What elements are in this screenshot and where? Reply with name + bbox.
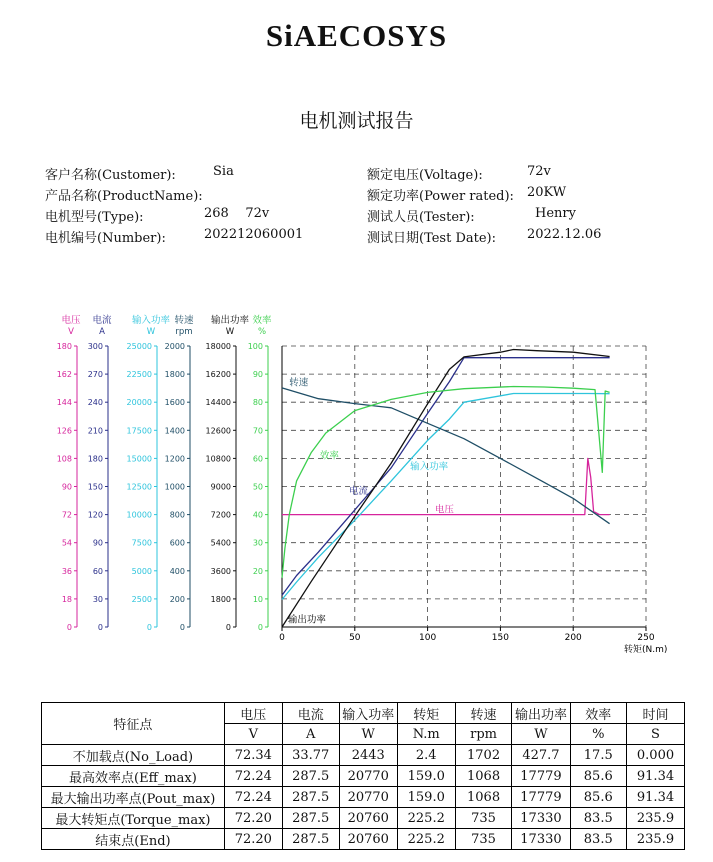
y-tick-label: 100 [247,342,263,351]
y-tick-label: 12600 [205,426,231,436]
y-tick-label: 72 [61,510,72,520]
table-cell: 72.20 [224,829,282,850]
y-tick-label: 1400 [164,426,185,436]
y-tick-label: 1600 [164,398,185,408]
column-header: 转速 [455,703,512,724]
column-header: 时间 [627,703,685,724]
table-cell: 20770 [339,766,397,787]
table-cell: 225.2 [397,808,455,829]
y-tick-label: 7500 [131,538,152,548]
column-unit: W [339,724,397,745]
table-cell: 85.6 [570,787,627,808]
y-tick-label: 16200 [205,370,231,380]
table-cell: 72.34 [224,745,282,766]
y-tick-label: 1800 [210,594,231,604]
row-label: 最大输出功率点(Pout_max) [42,787,225,808]
y-tick-label: 36 [61,566,72,576]
y-tick-label: 200 [169,594,185,604]
table-cell: 159.0 [397,787,455,808]
y-tick-label: 1800 [164,370,185,380]
y-tick-label: 240 [87,398,103,408]
y-tick-label: 14400 [205,398,231,408]
brand-logo: SiAECOSYS [265,18,448,53]
y-axis-name: 效率 [252,315,272,326]
column-header: 效率 [570,703,627,724]
voltage-label: 额定电压(Voltage): [367,168,483,183]
y-tick-label: 60 [252,454,263,464]
y-tick-label: 0 [146,623,152,632]
report-title: 电机测试报告 [299,110,414,132]
column-header: 输出功率 [512,703,570,724]
table-cell: 72.24 [224,766,282,787]
table-cell: 91.34 [627,787,685,808]
y-tick-label: 300 [87,342,103,351]
y-tick-label: 90 [61,482,72,492]
y-tick-label: 9000 [210,482,231,492]
tester-value: Henry [535,206,576,221]
x-tick-label: 0 [279,633,285,643]
series-label: 电压 [434,504,454,516]
y-axis-unit: W [225,327,235,337]
y-tick-label: 180 [56,342,72,351]
column-unit: V [224,724,282,745]
y-tick-label: 800 [169,510,185,520]
y-tick-label: 40 [252,510,263,520]
y-tick-label: 60 [92,566,103,576]
x-tick-label: 150 [491,633,509,643]
row-label: 最大转矩点(Torque_max) [42,808,225,829]
column-unit: S [627,724,685,745]
x-tick-label: 50 [349,633,361,643]
x-tick-label: 250 [637,633,655,643]
table-cell: 20770 [339,787,397,808]
y-axis-unit: V [68,327,74,337]
date-value: 2022.12.06 [527,227,602,242]
table-row [42,808,685,829]
y-tick-label: 0 [179,623,185,632]
y-axis-unit: % [257,327,267,337]
y-tick-label: 0 [97,623,103,632]
characteristic-table [41,702,685,850]
table-cell: 72.24 [224,787,282,808]
table-row [42,766,685,787]
y-tick-label: 0 [66,623,72,632]
table-cell: 17330 [512,829,570,850]
column-header: 转矩 [397,703,455,724]
table-cell: 427.7 [512,745,570,766]
table-cell: 17.5 [570,745,627,766]
type-value: 268 72v [204,206,270,221]
y-tick-label: 7200 [210,510,231,520]
row-label: 不加载点(No_Load) [42,745,225,766]
y-tick-label: 54 [61,538,72,548]
row-label: 最高效率点(Eff_max) [42,766,225,787]
group-header: 特征点 [42,703,225,745]
column-header: 电流 [282,703,339,724]
y-tick-label: 15000 [126,454,152,464]
y-axis-unit: rpm [175,327,193,337]
y-tick-label: 120 [87,510,103,520]
y-tick-label: 2500 [131,594,152,604]
column-unit: % [570,724,627,745]
y-tick-label: 400 [169,566,185,576]
table-cell: 0.000 [627,745,685,766]
y-tick-label: 162 [56,370,72,380]
performance-chart [0,305,713,665]
table-cell: 91.34 [627,766,685,787]
table-cell: 1068 [455,787,512,808]
table-row [42,745,685,766]
table-cell: 17779 [512,787,570,808]
table-cell: 33.77 [282,745,339,766]
table-cell: 287.5 [282,808,339,829]
customer-value: Sia [213,164,234,179]
y-tick-label: 5000 [131,566,152,576]
table-cell: 2.4 [397,745,455,766]
y-tick-label: 17500 [126,426,152,436]
y-tick-label: 22500 [126,370,152,380]
y-tick-label: 144 [56,398,72,408]
series-line-input_power [282,394,610,600]
number-label: 电机编号(Number): [45,231,166,246]
series-label: 输入功率 [410,461,449,473]
table-cell: 735 [455,829,512,850]
y-tick-label: 20 [252,566,263,576]
table-cell: 20760 [339,829,397,850]
y-axis-unit: A [99,327,105,337]
y-tick-label: 3600 [210,566,231,576]
y-tick-label: 20000 [126,398,152,408]
table-cell: 2443 [339,745,397,766]
power-label: 额定功率(Power rated): [367,189,514,204]
x-tick-label: 100 [419,633,437,643]
y-tick-label: 10 [252,594,263,604]
table-cell: 235.9 [627,829,685,850]
table-cell: 287.5 [282,766,339,787]
y-tick-label: 90 [252,370,263,380]
product-label: 产品名称(ProductName): [45,189,203,204]
y-axis-name: 输出功率 [210,315,250,326]
column-header: 电压 [224,703,282,724]
table-cell: 225.2 [397,829,455,850]
y-tick-label: 600 [169,538,185,548]
power-value: 20KW [527,185,567,200]
x-axis-label: 转矩(N.m) [624,645,668,655]
column-header: 输入功率 [339,703,397,724]
customer-label: 客户名称(Customer): [45,168,176,183]
table-cell: 287.5 [282,829,339,850]
y-tick-label: 150 [87,482,103,492]
y-tick-label: 30 [252,538,263,548]
series-label: 输出功率 [287,614,326,626]
y-tick-label: 12500 [126,482,152,492]
table-cell: 83.5 [570,829,627,850]
table-cell: 72.20 [224,808,282,829]
series-label: 效率 [319,450,339,462]
y-tick-label: 10800 [205,454,231,464]
table-cell: 85.6 [570,766,627,787]
table-cell: 20760 [339,808,397,829]
y-axis-name: 输入功率 [131,315,171,326]
table-cell: 1068 [455,766,512,787]
table-cell: 235.9 [627,808,685,829]
table-cell: 83.5 [570,808,627,829]
table-cell: 17330 [512,808,570,829]
x-tick-label: 200 [564,633,582,643]
y-axis-name: 电流 [92,315,112,326]
y-tick-label: 25000 [126,342,152,351]
date-label: 测试日期(Test Date): [367,231,496,246]
y-tick-label: 30 [92,594,103,604]
y-tick-label: 108 [56,454,72,464]
y-tick-label: 50 [252,482,263,492]
type-label: 电机型号(Type): [45,210,144,225]
table-cell: 735 [455,808,512,829]
column-unit: W [512,724,570,745]
y-tick-label: 80 [252,398,263,408]
voltage-value: 72v [527,164,551,179]
y-tick-label: 2000 [164,342,185,351]
y-tick-label: 18000 [205,342,231,351]
y-tick-label: 126 [56,426,72,436]
y-axis-name: 电压 [61,315,81,326]
y-tick-label: 18 [61,594,72,604]
y-tick-label: 270 [87,370,103,380]
y-tick-label: 1200 [164,454,185,464]
tester-label: 测试人员(Tester): [367,210,475,225]
y-tick-label: 90 [92,538,103,548]
column-unit: A [282,724,339,745]
y-axis-unit: W [146,327,156,337]
y-tick-label: 1000 [164,482,185,492]
y-tick-label: 0 [225,623,231,632]
y-tick-label: 5400 [210,538,231,548]
table-cell: 159.0 [397,766,455,787]
y-axis-name: 转速 [174,315,194,326]
y-tick-label: 10000 [126,510,152,520]
series-label: 电流 [348,485,368,497]
row-label: 结束点(End) [42,829,225,850]
column-unit: N.m [397,724,455,745]
table-cell: 17779 [512,766,570,787]
y-tick-label: 0 [257,623,263,632]
y-tick-label: 210 [87,426,103,436]
table-cell: 287.5 [282,787,339,808]
series-label: 转速 [289,377,309,389]
series-line-efficiency [282,387,610,578]
number-value: 202212060001 [204,227,304,242]
y-tick-label: 180 [87,454,103,464]
table-row [42,787,685,808]
table-cell: 1702 [455,745,512,766]
table-row [42,829,685,850]
y-tick-label: 70 [252,426,263,436]
column-unit: rpm [455,724,512,745]
